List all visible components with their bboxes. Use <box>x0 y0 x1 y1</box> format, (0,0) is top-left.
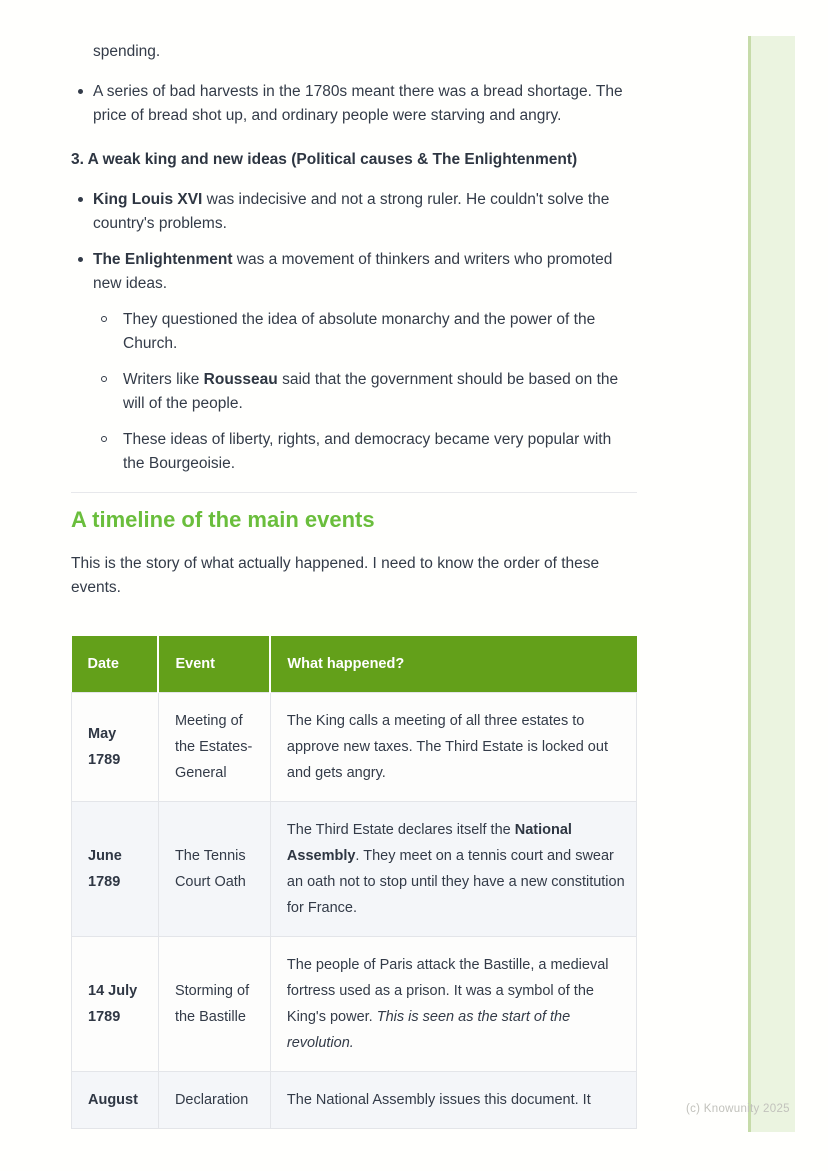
date-cell: June 1789 <box>72 802 159 937</box>
circle-bullet-icon <box>101 436 107 442</box>
timeline-table <box>71 636 637 1129</box>
bullet-icon <box>78 89 83 94</box>
list-item-text: King Louis XVI was indecisive and not a strong ruler. He couldn't solve the country's problems. <box>93 191 610 232</box>
description-cell: The Third Estate declares itself the National Assembly. They meet on a tennis court and swear an oath not to stop until they have a new constitution for France. <box>270 802 636 937</box>
event-cell: Meeting of the Estates-General <box>158 693 270 802</box>
bullet-list-causes <box>71 188 637 476</box>
content-area <box>71 0 637 1140</box>
description-cell: The people of Paris attack the Bastille, a medieval fortress used as a prison. It was a symbol of the King's power. This is seen as the start of the revolution. <box>270 937 636 1072</box>
bullet-list-top <box>71 80 637 128</box>
section-divider <box>71 492 637 493</box>
list-item-text: Writers like Rousseau said that the government should be based on the will of the people. <box>123 371 619 412</box>
timeline-heading: A timeline of the main events <box>71 507 375 532</box>
list-item-text: These ideas of liberty, rights, and democracy became very popular with the Bourgeoisie. <box>123 431 612 472</box>
list-item <box>93 428 637 476</box>
list-item <box>71 248 637 476</box>
date-cell: August <box>72 1072 159 1129</box>
list-item-text: The Enlightenment was a movement of thinkers and writers who promoted new ideas. <box>93 251 613 292</box>
circle-bullet-icon <box>101 316 107 322</box>
timeline-intro: This is the story of what actually happened. I need to know the order of these events. <box>71 555 600 596</box>
list-item-text: They questioned the idea of absolute monarchy and the power of the Church. <box>123 311 596 352</box>
continuation-paragraph: spending. <box>93 43 161 60</box>
watermark: (c) Knowunity 2025 <box>686 1103 790 1115</box>
section-heading: 3. A weak king and new ideas (Political causes & The Enlightenment) <box>71 151 578 168</box>
description-cell: The National Assembly issues this document. It <box>270 1072 636 1129</box>
event-cell: Declaration <box>158 1072 270 1129</box>
date-cell: 14 July 1789 <box>72 937 159 1072</box>
date-cell: May 1789 <box>72 693 159 802</box>
bullet-icon <box>78 257 83 262</box>
table-row <box>72 693 637 802</box>
list-item-text: A series of bad harvests in the 1780s meant there was a bread shortage. The price of bread shot up, and ordinary people were starving and angry. <box>93 83 623 124</box>
event-cell: Storming of the Bastille <box>158 937 270 1072</box>
list-item <box>93 368 637 416</box>
list-item <box>71 80 637 128</box>
table-row <box>72 802 637 937</box>
list-item <box>93 308 637 356</box>
column-header-what-happened: What happened? <box>270 636 636 693</box>
table-row <box>72 1072 637 1129</box>
event-cell: The Tennis Court Oath <box>158 802 270 937</box>
page-edge-strip <box>748 36 795 1132</box>
table-header-row <box>72 636 637 693</box>
column-header-event: Event <box>158 636 270 693</box>
table-row <box>72 937 637 1072</box>
description-cell: The King calls a meeting of all three estates to approve new taxes. The Third Estate is locked out and gets angry. <box>270 693 636 802</box>
bullet-icon <box>78 197 83 202</box>
sub-bullet-list <box>93 308 637 476</box>
circle-bullet-icon <box>101 376 107 382</box>
list-item <box>71 188 637 236</box>
column-header-date: Date <box>72 636 159 693</box>
